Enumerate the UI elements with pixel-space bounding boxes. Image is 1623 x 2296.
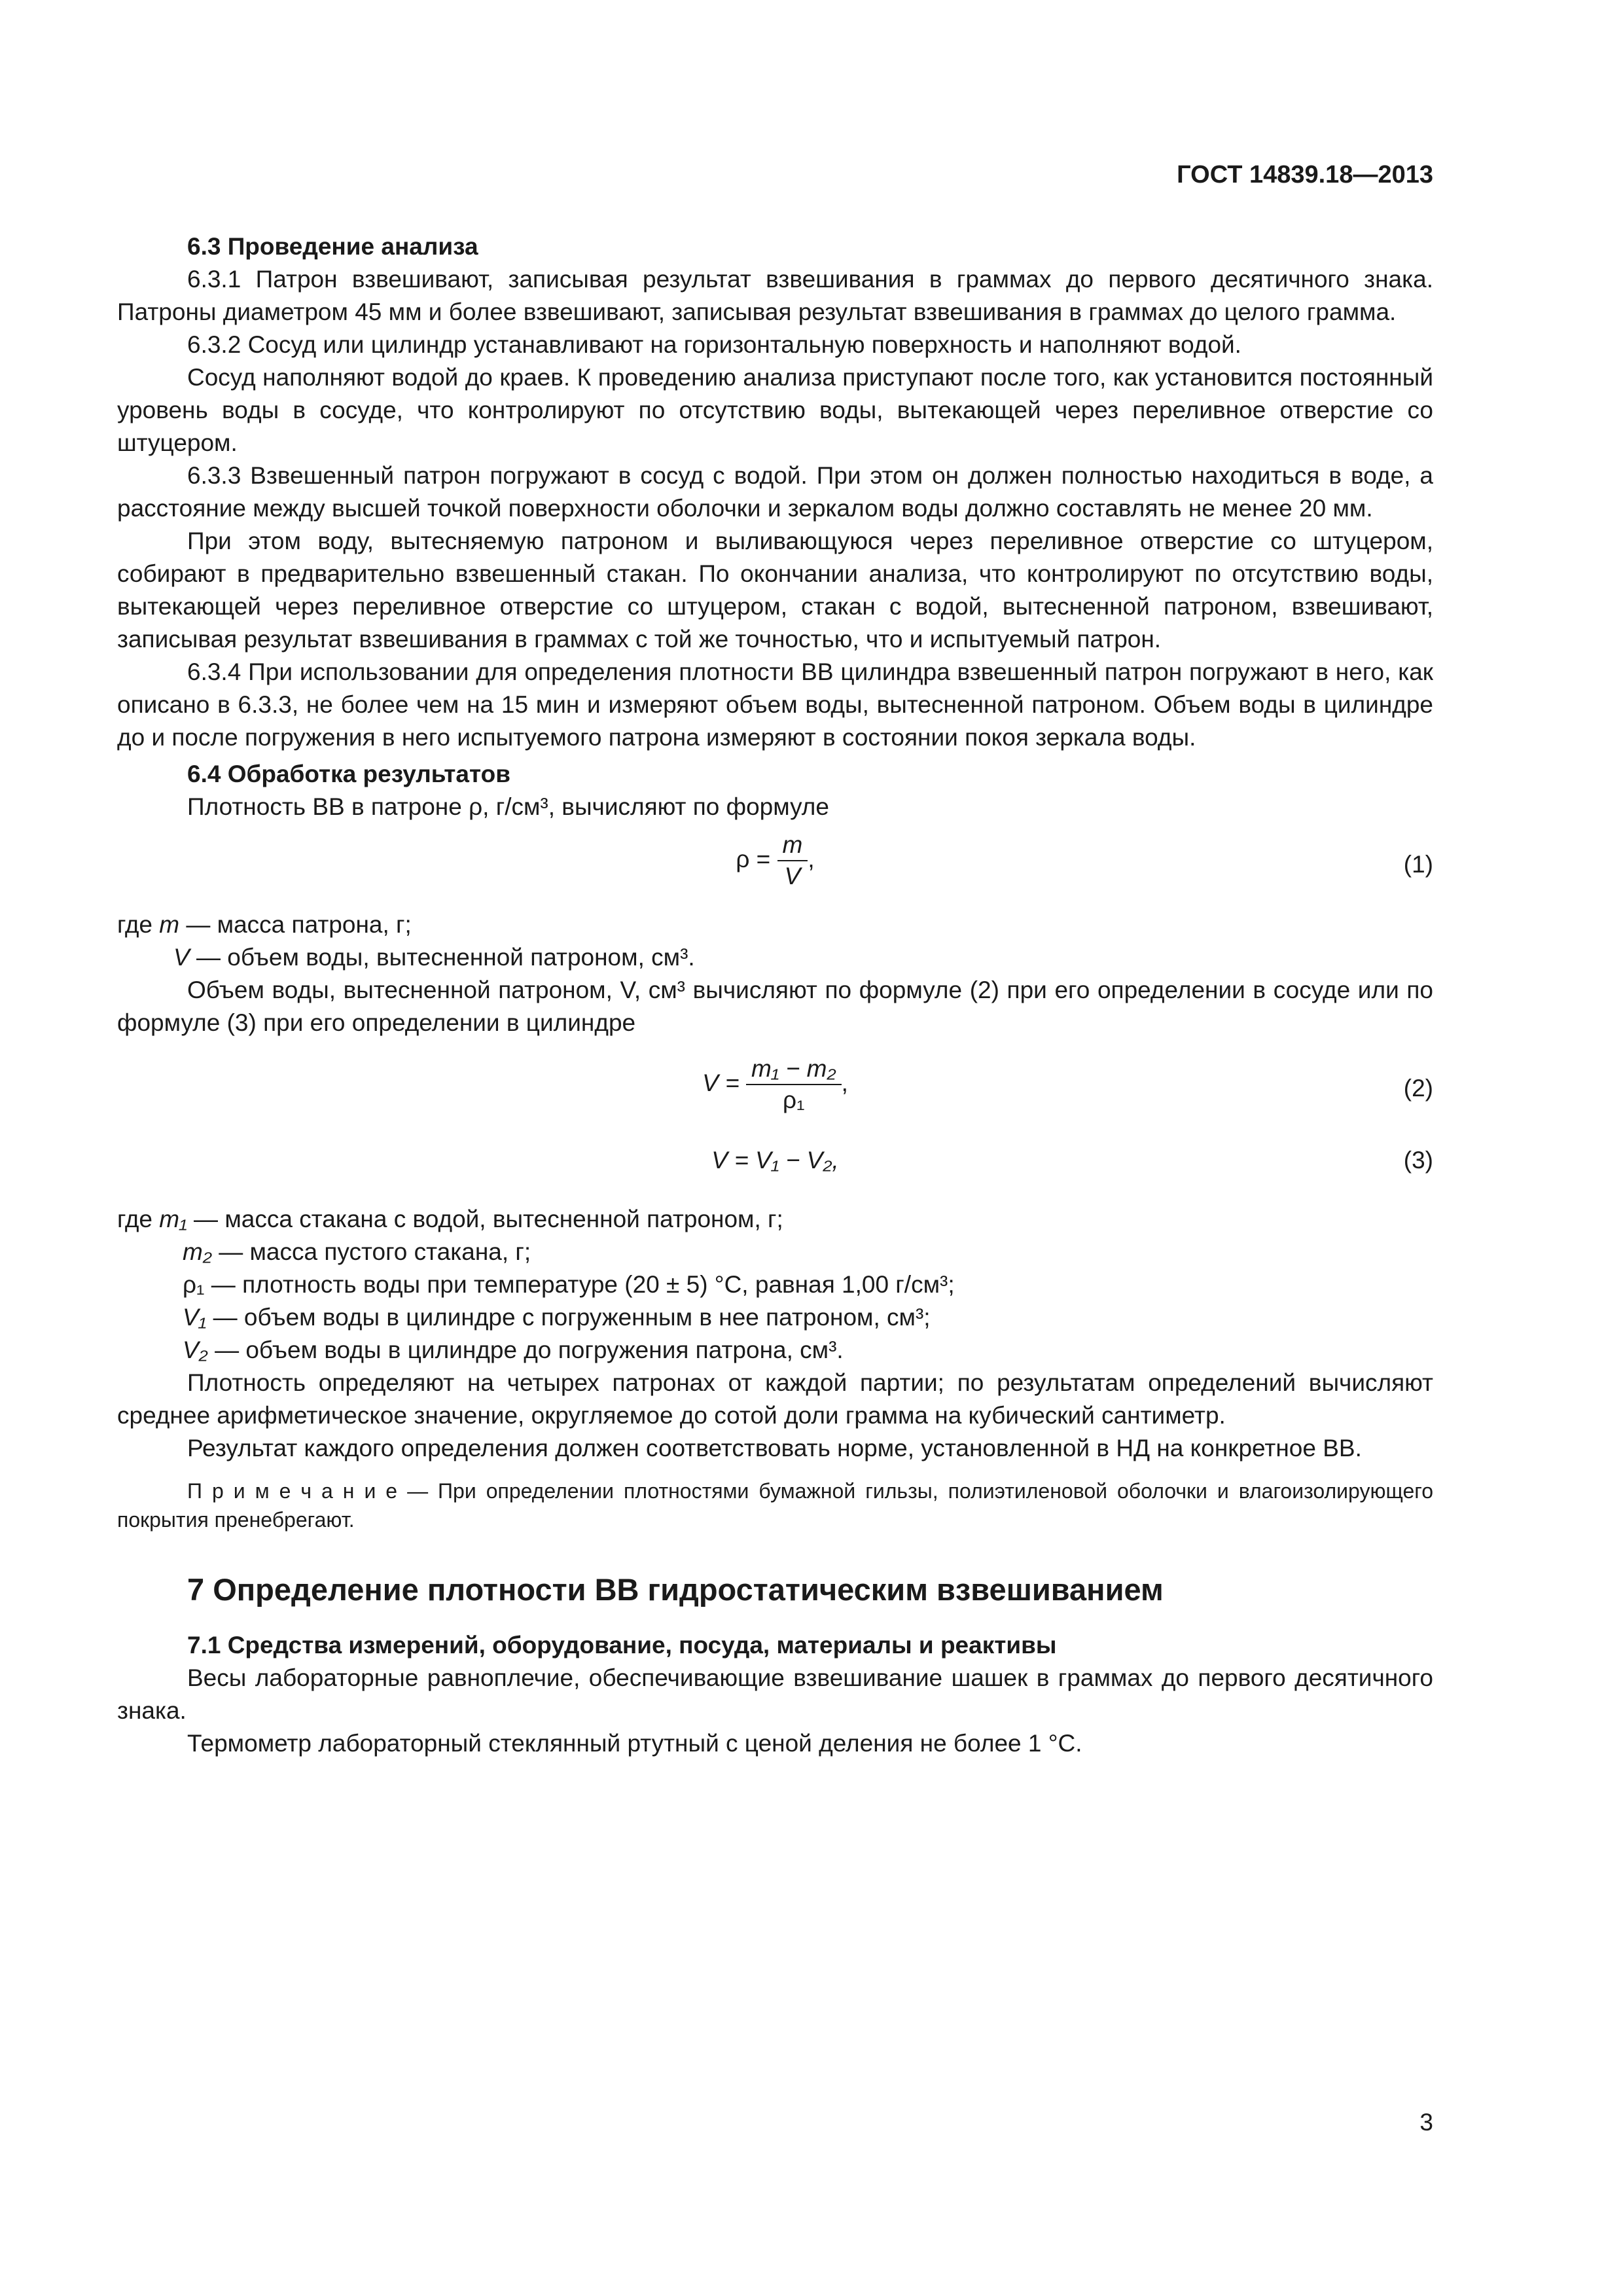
where-symbol: m₁ (159, 1206, 187, 1232)
formula-3-number: (3) (1403, 1147, 1433, 1174)
where-2-item-m2 (117, 1236, 1433, 1268)
where-symbol: m (159, 911, 180, 938)
where-list-2 (117, 1203, 1433, 1367)
where-1-item-m (117, 908, 1433, 941)
formula-2-lhs: V = (702, 1069, 740, 1096)
paragraph-6-3-2: 6.3.2 Сосуд или цилиндр устанавливают на горизонтальную поверхность и наполняют водой. (187, 331, 1241, 358)
formula-3 (117, 1138, 1433, 1203)
where-text: — плотность воды при температуре (20 ± 5) °С, равная 1,00 г/см³; (204, 1271, 955, 1298)
where-symbol: V (173, 944, 190, 971)
note-label: П р и м е ч а н и е (187, 1479, 398, 1503)
note-text: — При определении плотностями бумажной гильзы, полиэтиленовой оболочки и влагоизолирующего покрытия пренебрегают. (117, 1479, 1434, 1532)
where-list-1 (117, 908, 1433, 974)
where-text: — масса патрона, г; (179, 911, 412, 938)
where-1-item-v (117, 941, 1433, 974)
section-6-3-heading: 6.3 Проведение анализа (187, 233, 478, 260)
formula-2-number: (2) (1403, 1075, 1433, 1102)
where-prefix: где (117, 1206, 160, 1232)
formula-3-expr: V = V₁ − V₂, (711, 1147, 839, 1174)
formula-2-numerator: m₁ − m₂ (746, 1054, 842, 1085)
where-symbol: V₂ (183, 1336, 208, 1363)
formula-2-fraction (746, 1054, 842, 1115)
where-2-item-v1 (117, 1301, 1433, 1334)
formula-2-tail: , (841, 1069, 848, 1096)
section-7-1-heading: 7.1 Средства измерений, оборудование, посуда, материалы и реактивы (187, 1632, 1057, 1659)
formula-1-fraction (777, 830, 808, 891)
formula-1-numerator: m (777, 830, 808, 861)
document-header: ГОСТ 14839.18—2013 (1177, 161, 1433, 188)
where-prefix: где (117, 911, 160, 938)
paragraph-6-3-4: 6.3.4 При использовании для определения плотности ВВ цилиндра взвешенный патрон погружают в него, как описано в 6.3.3, не более чем на 15 мин и измеряют объем воды, вытесненной патроном. Объем воды в цилиндре до и после погружения в него испытуемого патрона измеряют в состоянии покоя зеркала воды. (117, 658, 1433, 751)
section-6-4-heading: 6.4 Обработка результатов (187, 761, 510, 787)
where-text: — масса стакана с водой, вытесненной патроном, г; (187, 1206, 783, 1232)
formula-1-lhs: ρ = (736, 845, 771, 872)
where-text: — объем воды в цилиндре до погружения патрона, см³. (207, 1336, 844, 1363)
formula-1 (117, 823, 1433, 908)
formula-2-denominator: ρ₁ (783, 1086, 805, 1113)
section-7-heading: 7 Определение плотности ВВ гидростатическим взвешиванием (187, 1572, 1164, 1607)
paragraph-norm: Результат каждого определения должен соответствовать норме, установленной в НД на конкретное ВВ. (187, 1435, 1362, 1462)
where-symbol: ρ₁ (183, 1271, 205, 1298)
formula-1-intro: Плотность ВВ в патроне ρ, г/см³, вычисляют по формуле (187, 793, 829, 820)
where-2-item-rho1 (117, 1268, 1433, 1301)
page-number: 3 (1419, 2109, 1433, 2136)
where-text: — объем воды, вытесненной патроном, см³. (189, 944, 695, 971)
where-symbol: m₂ (183, 1238, 212, 1265)
paragraph-thermometer: Термометр лабораторный стеклянный ртутный с ценой деления не более 1 °С. (187, 1730, 1082, 1757)
paragraph-6-3-2-cont: Сосуд наполняют водой до краев. К проведению анализа приступают после того, как установится постоянный уровень воды в сосуде, что контролируют по отсутствию воды, вытекающей через переливное отверстие со штуцером. (117, 364, 1433, 456)
paragraph-6-3-1: 6.3.1 Патрон взвешивают, записывая результат взвешивания в граммах до первого десятичного знака. Патроны диаметром 45 мм и более взвешивают, записывая результат взвешивания в граммах до целого грамма. (117, 266, 1433, 325)
page-content (117, 229, 1433, 1760)
paragraph-density-average: Плотность определяют на четырех патронах от каждой партии; по результатам определений вычисляют среднее арифметическое значение, округляемое до сотой доли грамма на кубический сантиметр. (117, 1369, 1433, 1429)
formula-1-denominator: V (784, 863, 801, 889)
paragraph-6-3-3-cont: При этом воду, вытесняемую патроном и выливающуюся через переливное отверстие со штуцером, собирают в предварительно взвешенный стакан. По окончании анализа, что контролируют по отсутствию воды, вытекающей через переливное отверстие со штуцером, стакан с водой, вытесненной патроном, взвешивают, записывая результат взвешивания в граммах с той же точностью, что и испытуемый патрон. (117, 528, 1433, 653)
where-text: — объем воды в цилиндре с погруженным в нее патроном, см³; (206, 1304, 931, 1331)
paragraph-6-3-3: 6.3.3 Взвешенный патрон погружают в сосуд с водой. При этом он должен полностью находиться в воде, а расстояние между высшей точкой поверхности оболочки и зеркалом воды должно составлять не менее 20 мм. (117, 462, 1433, 522)
formula-1-number: (1) (1403, 851, 1433, 878)
where-symbol: V₁ (183, 1304, 207, 1331)
formula-1-tail: , (808, 845, 815, 872)
paragraph-scales: Весы лабораторные равноплечие, обеспечивающие взвешивание шашек в граммах до первого десятичного знака. (117, 1664, 1433, 1724)
where-2-item-v2 (117, 1334, 1433, 1367)
where-2-item-m1 (117, 1203, 1433, 1236)
where-text: — масса пустого стакана, г; (211, 1238, 531, 1265)
note (117, 1477, 1433, 1534)
formula-2 (117, 1039, 1433, 1138)
paragraph-volume: Объем воды, вытесненной патроном, V, см³ вычисляют по формуле (2) при его определении в сосуде или по формуле (3) при его определении в цилиндре (117, 977, 1433, 1036)
